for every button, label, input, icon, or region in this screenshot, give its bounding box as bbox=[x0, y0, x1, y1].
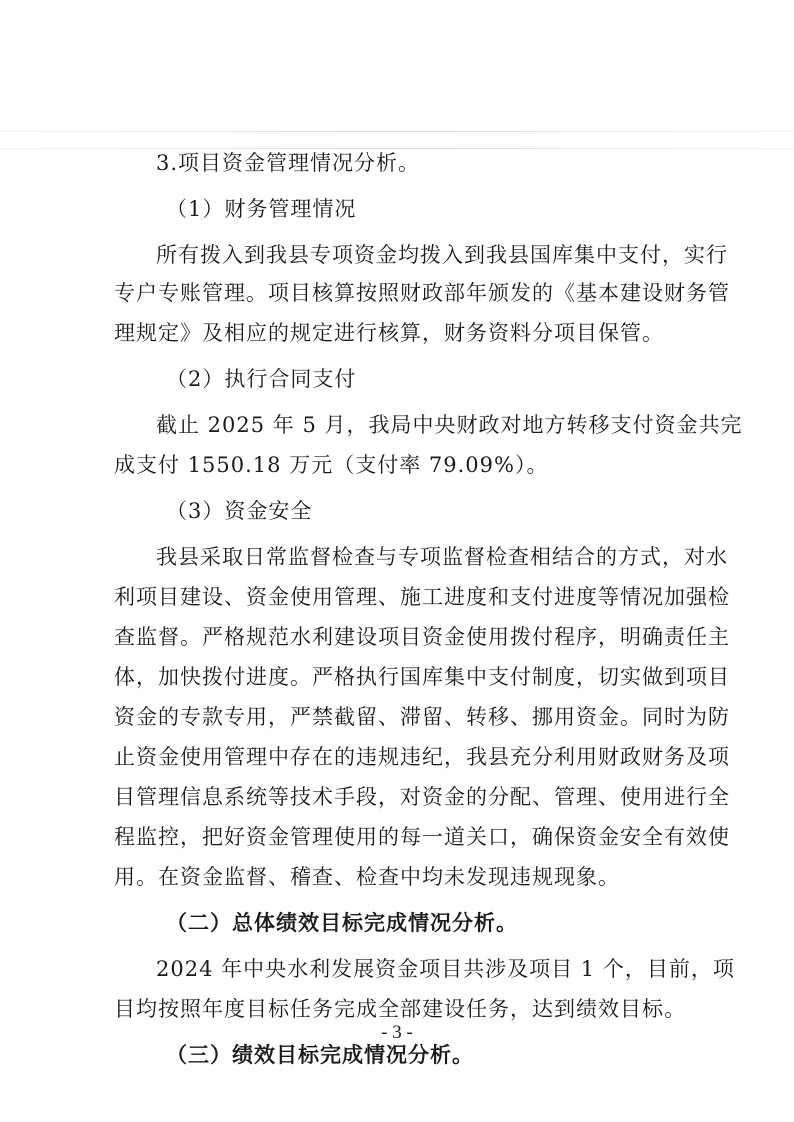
scan-artifact-line bbox=[0, 131, 794, 132]
paragraph-line: 体，加快拨付进度。严格执行国库集中支付制度，切实做到项目 bbox=[114, 665, 730, 689]
page-number: - 3 - bbox=[381, 1022, 413, 1043]
paragraph-line: 2024 年中央水利发展资金项目共涉及项目 1 个，目前，项 bbox=[156, 957, 735, 981]
document-body bbox=[114, 148, 743, 1070]
paragraph-line: 用。在资金监督、稽查、检查中均未发现违规现象。 bbox=[114, 865, 620, 889]
section-heading: 3.项目资金管理情况分析。 bbox=[156, 151, 421, 175]
section-heading-2: （二）总体绩效目标完成情况分析。 bbox=[166, 911, 518, 935]
paragraph-line: 理规定》及相应的规定进行核算，财务资料分项目保管。 bbox=[114, 321, 664, 345]
paragraph-line: 查监督。严格规范水利建设项目资金使用拨付程序，明确责任主 bbox=[114, 625, 730, 649]
paragraph-line: 专户专账管理。项目核算按照财政部年颁发的《基本建设财务管 bbox=[114, 281, 730, 305]
sub-heading-3: （3）资金安全 bbox=[166, 499, 313, 523]
sub-heading-1: （1）财务管理情况 bbox=[166, 197, 357, 221]
paragraph-line: 所有拨入到我县专项资金均拨入到我县国库集中支付，实行 bbox=[156, 243, 728, 267]
sub-heading-2: （2）执行合同支付 bbox=[166, 367, 357, 391]
paragraph-line: 截止 2025 年 5 月，我局中央财政对地方转移支付资金共完 bbox=[156, 413, 743, 437]
paragraph-line: 资金的专款专用，严禁截留、滞留、转移、挪用资金。同时为防 bbox=[114, 705, 730, 729]
paragraph-line: 止资金使用管理中存在的违规违纪，我县充分利用财政财务及项 bbox=[114, 745, 730, 769]
paragraph-line: 目管理信息系统等技术手段，对资金的分配、管理、使用进行全 bbox=[114, 785, 730, 809]
paragraph-line: 成支付 1550.18 万元（支付率 79.09%）。 bbox=[114, 453, 549, 477]
paragraph-line: 程监控，把好资金管理使用的每一道关口，确保资金安全有效使 bbox=[114, 825, 730, 849]
section-heading-3: （三）绩效目标完成情况分析。 bbox=[166, 1043, 474, 1067]
paragraph-line: 目均按照年度目标任务完成全部建设任务，达到绩效目标。 bbox=[114, 997, 686, 1021]
paragraph-line: 利项目建设、资金使用管理、施工进度和支付进度等情况加强检 bbox=[114, 585, 730, 609]
paragraph-line: 我县采取日常监督检查与专项监督检查相结合的方式，对水 bbox=[156, 545, 728, 569]
